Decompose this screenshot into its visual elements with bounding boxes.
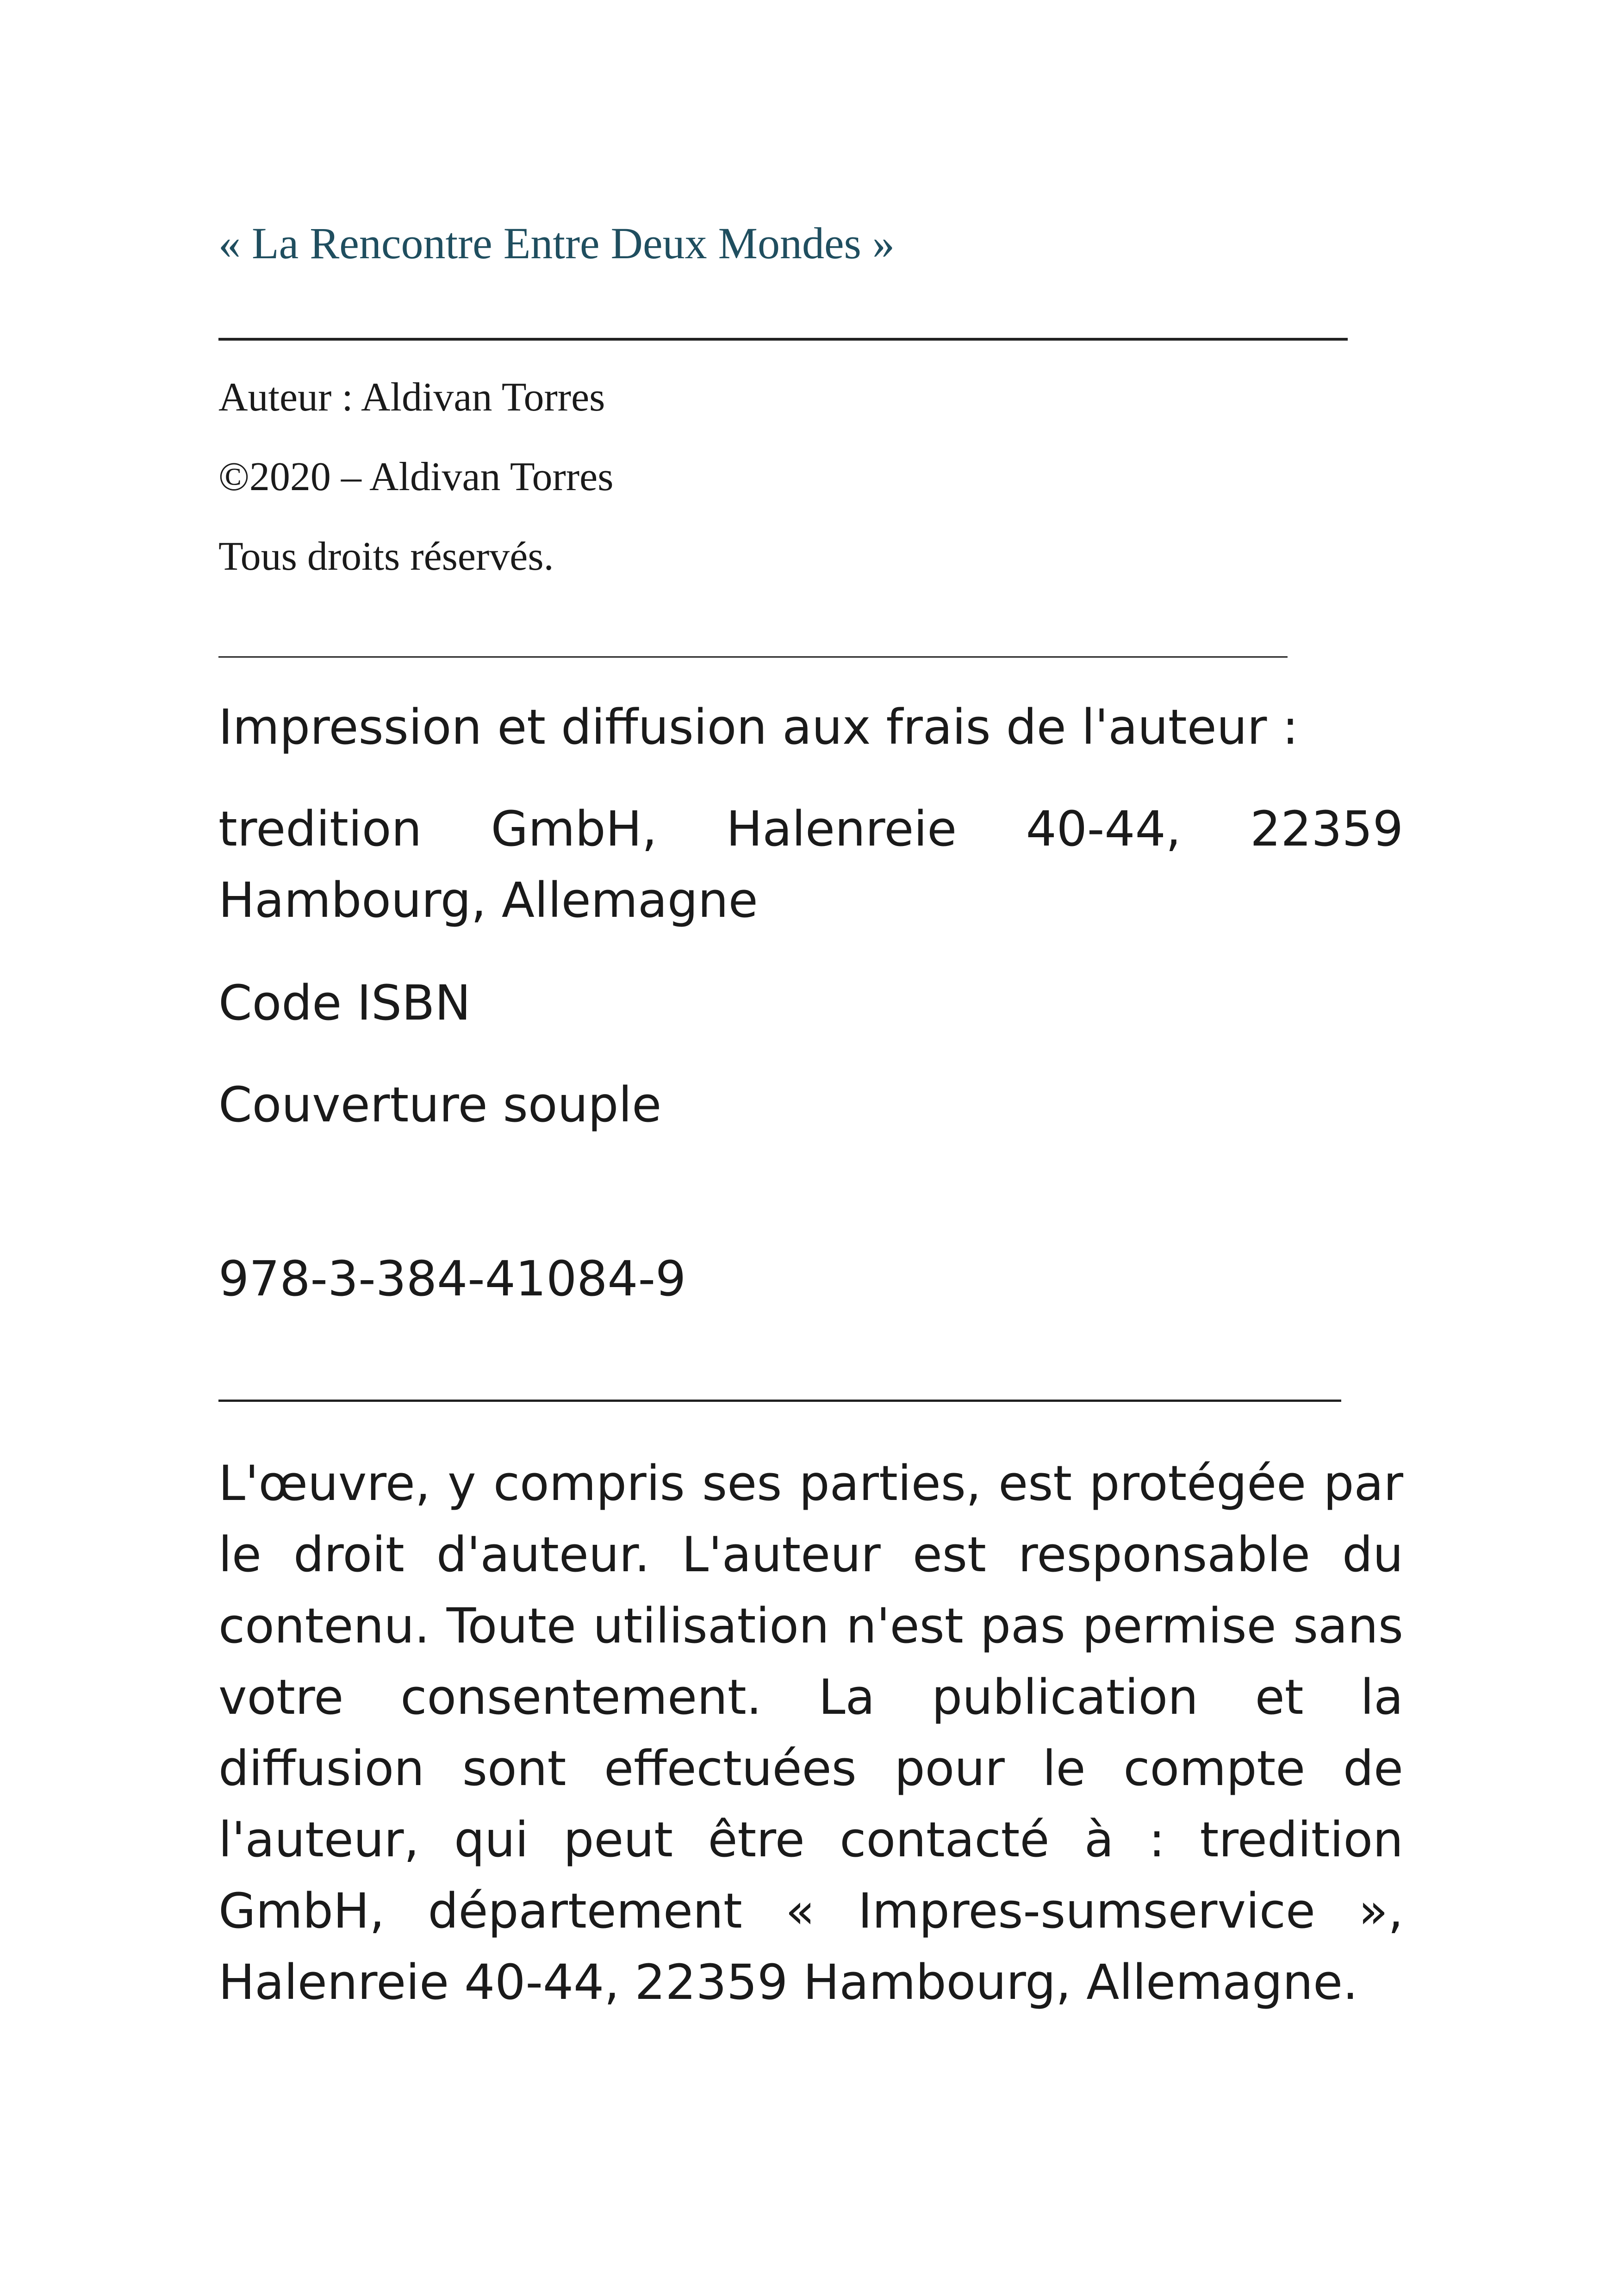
publisher-line-2: Hambourg, Allemagne bbox=[218, 872, 758, 928]
author-line: Auteur : Aldivan Torres bbox=[218, 375, 605, 420]
binding-type: Couverture souple bbox=[218, 1076, 662, 1133]
printing-label: Impression et diffusion aux frais de l'auteur : bbox=[218, 699, 1299, 755]
book-title: « La Rencontre Entre Deux Mondes » bbox=[218, 218, 895, 268]
isbn-label: Code ISBN bbox=[218, 975, 471, 1031]
publisher-line-1: tredition GmbH, Halenreie 40-44, 22359 bbox=[218, 801, 1403, 857]
separator-2 bbox=[218, 656, 1288, 658]
separator-3 bbox=[218, 1400, 1341, 1402]
copyright-line: ©2020 – Aldivan Torres bbox=[218, 454, 614, 499]
separator-1 bbox=[218, 338, 1348, 341]
publisher-address bbox=[218, 793, 1403, 936]
legal-notice: L'œuvre, y compris ses parties, est protégée par le droit d'auteur. L'auteur est responsable du contenu. Toute utilisation n'est pas permise sans votre consentement. La publication et la diffusion sont effectuées pour le compte de l'auteur, qui peut être contacté à : tredition GmbH, département « Impres-sumservice », Halenreie 40-44, 22359 Hambourg, Allemagne. bbox=[218, 1455, 1403, 2010]
rights-line: Tous droits réservés. bbox=[218, 534, 554, 579]
isbn-number: 978-3-384-41084-9 bbox=[218, 1251, 686, 1307]
